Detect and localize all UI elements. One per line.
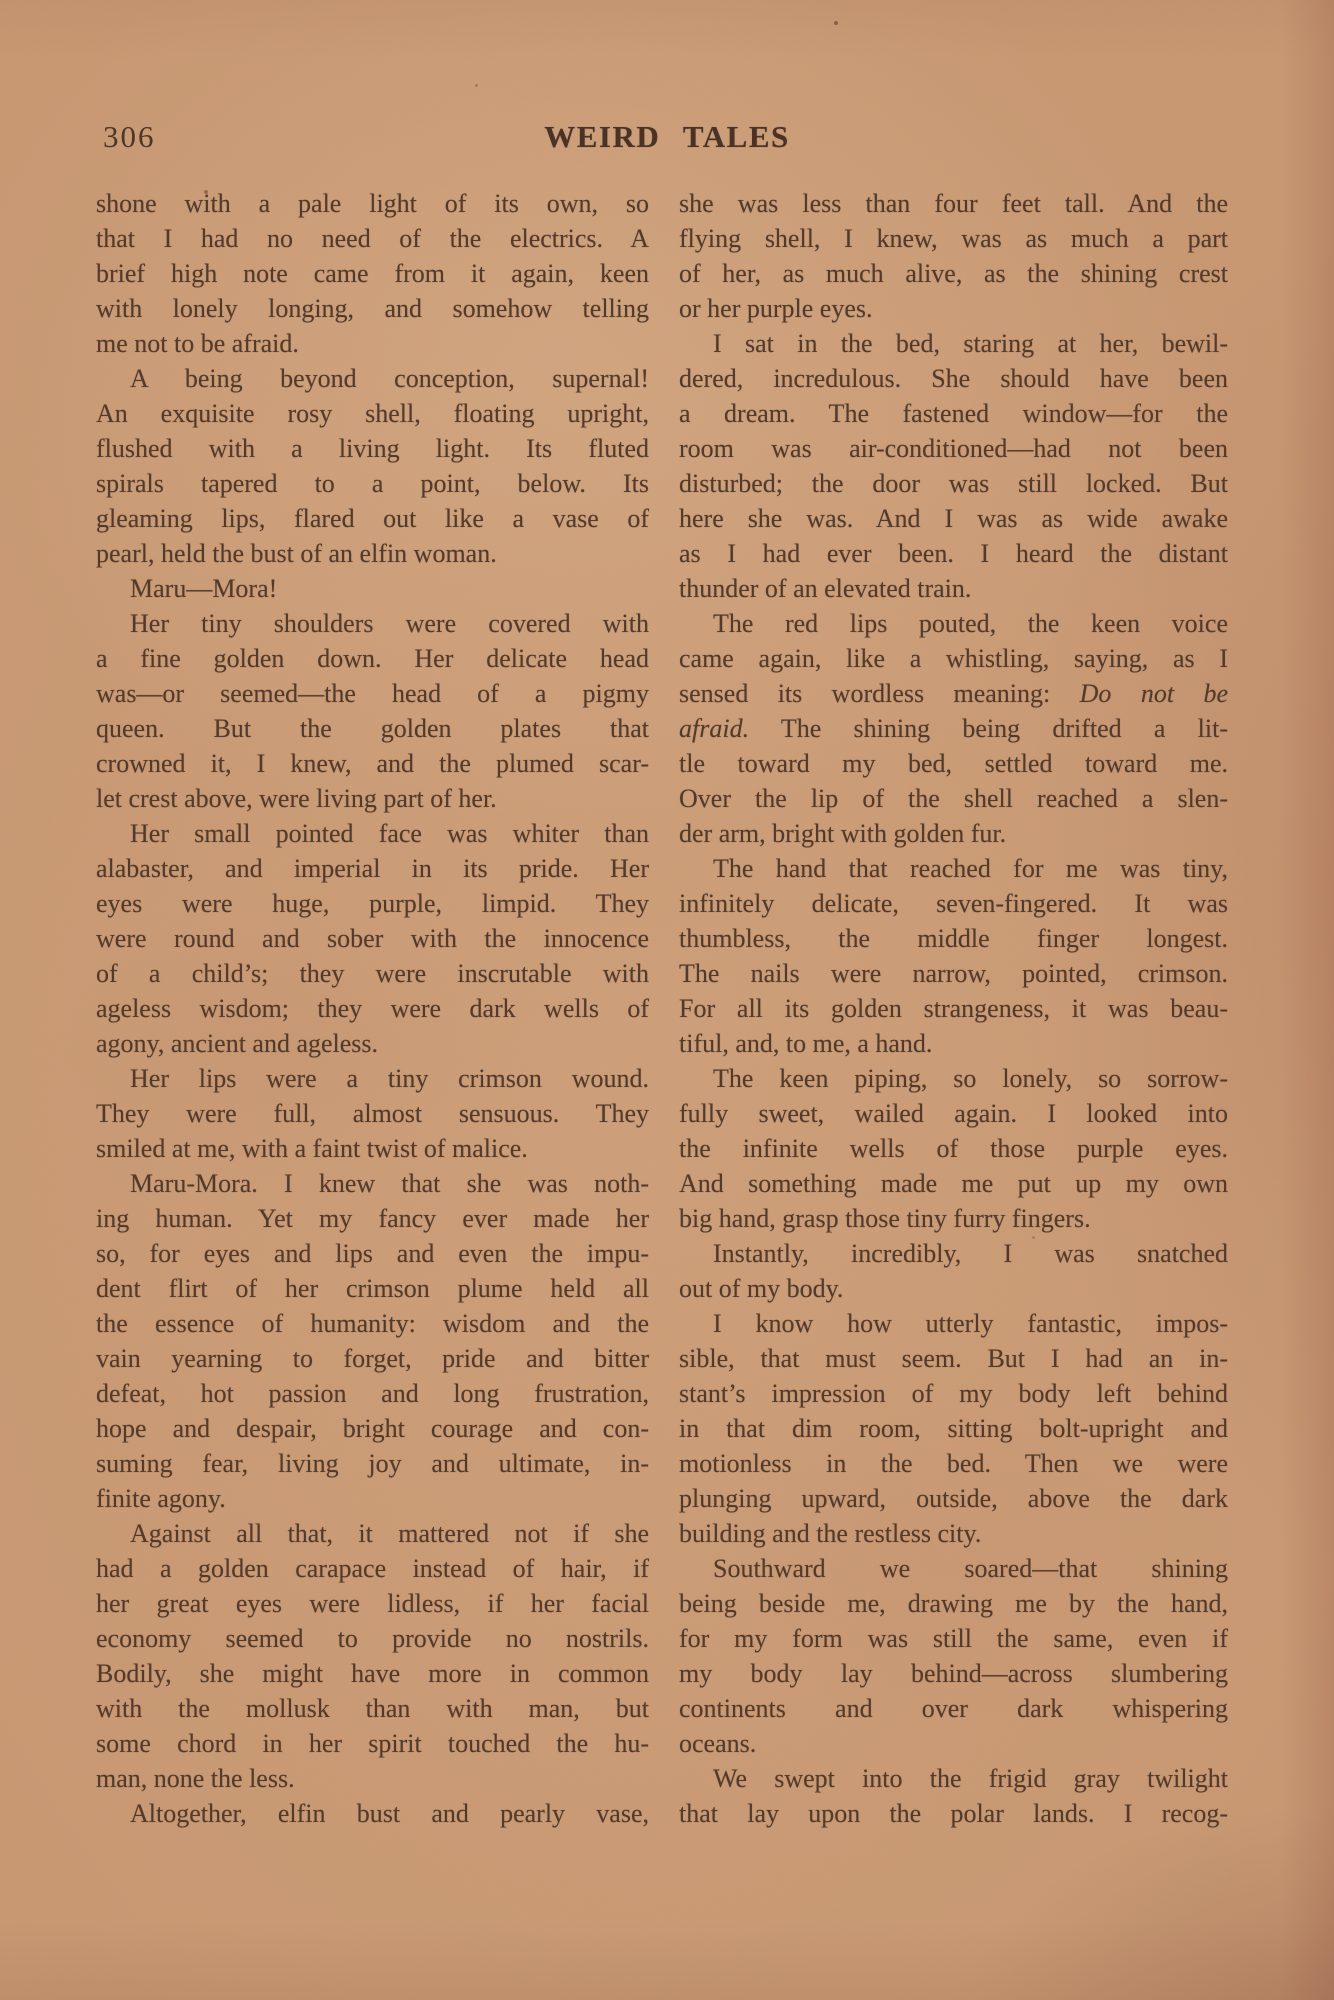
text-line: big hand, grasp those tiny furry fingers. xyxy=(679,1204,1091,1233)
text-line: out of my body. xyxy=(679,1274,844,1303)
text-line: of a child’s; they were inscrutable with xyxy=(96,959,649,988)
text-line: I know how utterly fantastic, impos- xyxy=(713,1309,1228,1338)
text-line: plunging upward, outside, above the dark xyxy=(679,1484,1228,1513)
text-line: had a golden carapace instead of hair, if xyxy=(96,1554,649,1583)
text-line: crowned it, I knew, and the plumed scar- xyxy=(96,749,649,778)
text-line: hope and despair, bright courage and con- xyxy=(96,1414,649,1443)
text-line: some chord in her spirit touched the hu- xyxy=(96,1729,649,1758)
text-line: The nails were narrow, pointed, crimson. xyxy=(679,959,1228,988)
text-line: vain yearning to forget, pride and bitter xyxy=(96,1344,649,1373)
text-line: The red lips pouted, the keen voice xyxy=(713,609,1228,638)
text-line: or her purple eyes. xyxy=(679,294,873,323)
text-line: motionless in the bed. Then we were xyxy=(679,1449,1228,1478)
text-line: afraid. The shining being drifted a lit- xyxy=(679,714,1228,743)
text-line: suming fear, living joy and ultimate, in- xyxy=(96,1449,649,1478)
text-line: agony, ancient and ageless. xyxy=(96,1029,379,1058)
text-line: with lonely longing, and somehow telling xyxy=(96,294,649,323)
text-line: the essence of humanity: wisdom and the xyxy=(96,1309,649,1338)
text-line: a dream. The fastened window—for the xyxy=(679,399,1228,428)
text-line: were round and sober with the innocence xyxy=(96,924,649,953)
text-line: my body lay behind—across slumbering xyxy=(679,1659,1228,1688)
page-header xyxy=(0,121,1334,155)
text-line: defeat, hot passion and long frustration, xyxy=(96,1379,649,1408)
text-line: Bodily, she might have more in common xyxy=(96,1659,649,1688)
text-line: finite agony. xyxy=(96,1484,226,1513)
text-line: spirals tapered to a point, below. Its xyxy=(96,469,649,498)
text-line: Her lips were a tiny crimson wound. xyxy=(130,1064,649,1093)
text-line: a fine golden down. Her delicate head xyxy=(96,644,649,673)
text-line: tle toward my bed, settled toward me. xyxy=(679,749,1228,778)
paper-speck xyxy=(475,84,478,87)
text-line: continents and over dark whispering xyxy=(679,1694,1228,1723)
text-line: of her, as much alive, as the shining crest xyxy=(679,259,1228,288)
text-line: pearl, held the bust of an elfin woman. xyxy=(96,539,497,568)
text-line: for my form was still the same, even if xyxy=(679,1624,1228,1653)
text-line: We swept into the frigid gray twilight xyxy=(713,1764,1228,1793)
text-line: ing human. Yet my fancy ever made her xyxy=(96,1204,649,1233)
text-line: the infinite wells of those purple eyes. xyxy=(679,1134,1228,1163)
text-line: And something made me put up my own xyxy=(679,1169,1228,1198)
text-line: Southward we soared—that shining xyxy=(713,1554,1228,1583)
text-line: here she was. And I was as wide awake xyxy=(679,504,1228,533)
text-line: sible, that must seem. But I had an in- xyxy=(679,1344,1228,1373)
page-title: WEIRD TALES xyxy=(544,119,790,154)
text-line: tiful, and, to me, a hand. xyxy=(679,1029,933,1058)
text-line: oceans. xyxy=(679,1729,757,1758)
text-line: der arm, bright with golden fur. xyxy=(679,819,1007,848)
text-line: eyes were huge, purple, limpid. They xyxy=(96,889,649,918)
text-line: dent flirt of her crimson plume held all xyxy=(96,1274,649,1303)
text-line: Maru-Mora. I knew that she was noth- xyxy=(130,1169,649,1198)
text-line: Maru—Mora! xyxy=(130,574,278,603)
text-line: disturbed; the door was still locked. But xyxy=(679,469,1228,498)
text-line: thunder of an elevated train. xyxy=(679,574,972,603)
right-text-column xyxy=(679,186,1228,1831)
text-line: in that dim room, sitting bolt-upright and xyxy=(679,1414,1228,1443)
text-line: so, for eyes and lips and even the impu- xyxy=(96,1239,649,1268)
text-line: Altogether, elfin bust and pearly vase, xyxy=(130,1799,649,1828)
text-line: Over the lip of the shell reached a slen- xyxy=(679,784,1228,813)
text-line: that lay upon the polar lands. I recog- xyxy=(679,1799,1228,1828)
text-line: room was air-conditioned—had not been xyxy=(679,434,1228,463)
text-line: thumbless, the middle finger longest. xyxy=(679,924,1228,953)
text-line: as I had ever been. I heard the distant xyxy=(679,539,1228,568)
text-line: economy seemed to provide no nostrils. xyxy=(96,1624,649,1653)
text-line: ageless wisdom; they were dark wells of xyxy=(96,994,649,1023)
text-line: brief high note came from it again, keen xyxy=(96,259,649,288)
text-line: she was less than four feet tall. And the xyxy=(679,189,1228,218)
text-line: dered, incredulous. She should have been xyxy=(679,364,1228,393)
text-line: gleaming lips, flared out like a vase of xyxy=(96,504,649,533)
text-line: was—or seemed—the head of a pigmy xyxy=(96,679,649,708)
text-line: A being beyond conception, supernal! xyxy=(130,364,649,393)
left-text-column xyxy=(96,186,649,1831)
text-line: flying shell, I knew, was as much a part xyxy=(679,224,1228,253)
page-number: 306 xyxy=(103,119,156,154)
text-line: An exquisite rosy shell, floating upright, xyxy=(96,399,649,428)
text-line: alabaster, and imperial in its pride. Her xyxy=(96,854,649,883)
text-line: Against all that, it mattered not if she xyxy=(130,1519,649,1548)
text-line: The hand that reached for me was tiny, xyxy=(713,854,1228,883)
paper-speck xyxy=(834,21,838,25)
text-line: that I had no need of the electrics. A xyxy=(96,224,649,253)
text-line: shone with a pale light of its own, so xyxy=(96,189,649,218)
text-line: being beside me, drawing me by the hand, xyxy=(679,1589,1228,1618)
text-line: with the mollusk than with man, but xyxy=(96,1694,649,1723)
text-line: her great eyes were lidless, if her facial xyxy=(96,1589,649,1618)
text-line: sensed its wordless meaning: Do not be xyxy=(679,679,1228,708)
text-line: fully sweet, wailed again. I looked into xyxy=(679,1099,1228,1128)
text-line: infinitely delicate, seven-fingered. It was xyxy=(679,889,1228,918)
text-line: queen. But the golden plates that xyxy=(96,714,649,743)
text-line: For all its golden strangeness, it was beau- xyxy=(679,994,1228,1023)
text-line: Instantly, incredibly, I was snatched xyxy=(713,1239,1228,1268)
text-line: came again, like a whistling, saying, as I xyxy=(679,644,1228,673)
text-line: Her small pointed face was whiter than xyxy=(130,819,649,848)
text-line: flushed with a living light. Its fluted xyxy=(96,434,649,463)
text-line: They were full, almost sensuous. They xyxy=(96,1099,649,1128)
text-line: man, none the less. xyxy=(96,1764,295,1793)
text-line: building and the restless city. xyxy=(679,1519,982,1548)
text-line: Her tiny shoulders were covered with xyxy=(130,609,649,638)
text-line: let crest above, were living part of her. xyxy=(96,784,497,813)
text-line: me not to be afraid. xyxy=(96,329,299,358)
text-line: smiled at me, with a faint twist of malice. xyxy=(96,1134,528,1163)
text-line: The keen piping, so lonely, so sorrow- xyxy=(713,1064,1228,1093)
text-line: I sat in the bed, staring at her, bewil- xyxy=(713,329,1228,358)
text-line: stant’s impression of my body left behind xyxy=(679,1379,1228,1408)
